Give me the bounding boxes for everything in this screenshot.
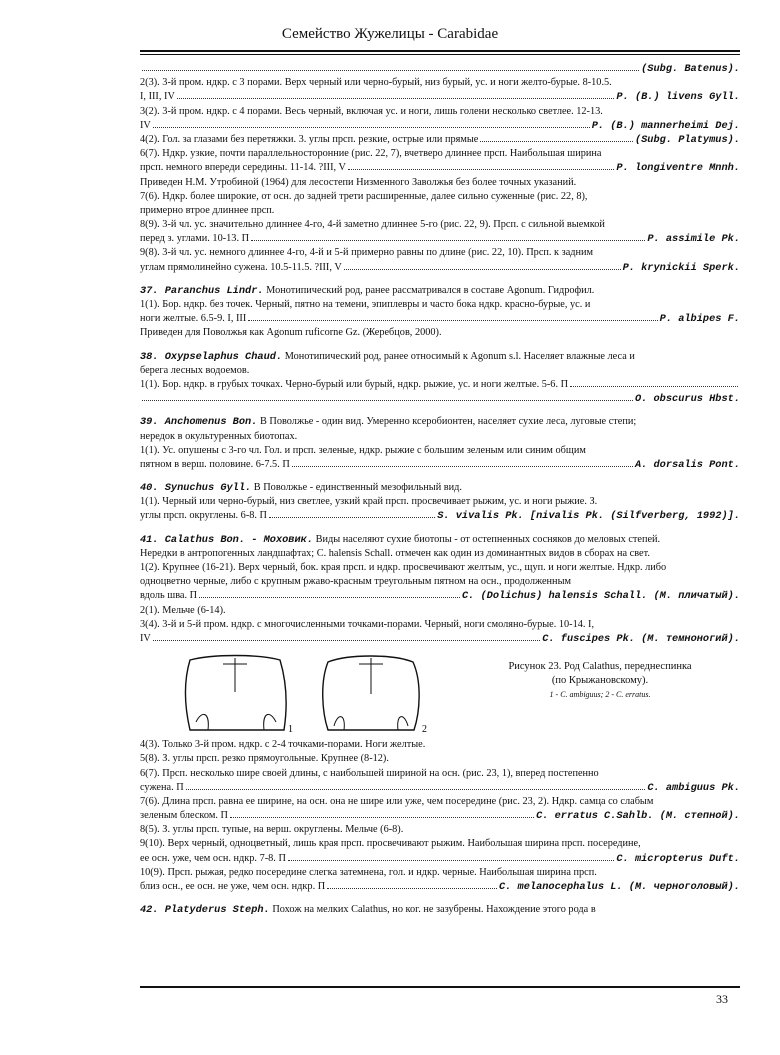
text-line — [140, 261, 740, 275]
text-line — [140, 837, 740, 851]
genus-heading: 37. Paranchus Lindr. — [140, 284, 264, 297]
line-text: Похож на мелких Calathus, но ког. не зазубрены. Нахождение этого рода в — [269, 904, 596, 916]
genus-heading: 40. Synuchus Gyll. — [140, 482, 252, 495]
line-text: 3(2). 3-й пром. ндкр. с 4 порами. Весь черный, включая ус. и ноги, лишь голени несколько светлее. 12-13. — [140, 105, 603, 117]
header-rule-thin — [140, 54, 740, 55]
text-line — [140, 190, 740, 204]
text-line — [140, 823, 740, 837]
dot-leader — [230, 817, 534, 818]
line-text: Виды населяют сухие биотопы - от остепненных сосняков до меловых степей. — [313, 533, 661, 545]
figure-caption — [485, 660, 715, 702]
dot-leader — [186, 789, 646, 790]
line-text: 1(1). Ус. опушены с 3-го чл. Гол. и прсп. зеленые, ндкр. рыжие с большим зеленым или синим общим — [140, 444, 586, 456]
text-line — [140, 105, 740, 119]
text-line — [140, 561, 740, 575]
line-text: одноцветно черные, либо с крупным ржаво-красным треугольным пятном на осн., продолженным — [140, 576, 572, 588]
line-text: ноги желтые. 6.5-9. I, III — [140, 313, 247, 325]
figure-caption-sub: 1 - C. ambiguus; 2 - C. erratus. — [549, 690, 651, 700]
dot-leader — [248, 320, 657, 321]
text-line — [140, 298, 740, 312]
line-text: ее осн. уже, чем осн. ндкр. 7-8. П — [140, 852, 286, 864]
dot-leader — [177, 98, 615, 99]
dot-leader — [480, 141, 633, 142]
dot-leader — [327, 888, 497, 889]
line-text: 1(1). Бор. ндкр. в грубых точках. Черно-бурый или бурый, ндкр. рыжие, ус. и ноги желтые. 5-6. П — [140, 378, 569, 390]
line-text: Нередки в антропогенных ландшафтах; C. halensis Schall. отмечен как один из доминантных видов в сборах на свет. — [140, 547, 650, 559]
line-text: 8(5). З. углы прсп. тупые, на верш. округлены. Мельче (6-8). — [140, 824, 404, 836]
text-line — [140, 204, 740, 218]
dot-leader — [344, 269, 621, 270]
line-text: пятном в верш. половине. 6-7.5. П — [140, 458, 290, 470]
species-name: P. (B.) livens Gyll. — [616, 91, 740, 104]
line-text: 8(9). 3-й чл. ус. значительно длиннее 4-го, 4-й заметно длиннее 5-го (рис. 22, 9). Прсп. с сильной выемкой — [140, 219, 605, 231]
text-line — [140, 458, 740, 472]
text-line — [140, 495, 740, 509]
text-line — [140, 795, 740, 809]
species-name: (Subg. Batenus). — [641, 63, 740, 75]
dot-leader — [570, 386, 738, 387]
text-line — [140, 415, 740, 429]
text-line — [140, 809, 740, 823]
figure-caption-line2: (по Крыжановскому). — [551, 675, 649, 687]
line-text: 1(1). Черный или черно-бурый, низ светлее, узкий край прсп. просвечивает рыжим, ус. и ноги рыжие. З. — [140, 496, 598, 508]
line-text: В Поволжье - единственный мезофильный вид. — [251, 482, 462, 494]
figure-23 — [140, 652, 740, 736]
text-line — [140, 364, 740, 378]
line-text: IV — [140, 632, 151, 644]
page-number: 33 — [716, 992, 728, 1006]
genus-heading: 42. Platyderus Steph. — [140, 904, 270, 917]
text-line — [140, 852, 740, 866]
running-header: Семейство Жужелицы - Carabidae — [281, 26, 499, 42]
text-line — [140, 752, 740, 766]
species-name: C. erratus C.Sahlb. (M. степной). — [536, 810, 740, 823]
figure-label-1: 1 — [288, 724, 293, 736]
pronotum-drawings — [168, 652, 468, 736]
text-line — [140, 176, 740, 190]
line-text: 1(2). Крупнее (16-21). Верх черный, бок. края прсп. и ндкр. просвечивают желтым, ус., щуп. и ноги желтые. Ндкр. либо — [140, 562, 667, 573]
dot-leader — [199, 597, 460, 598]
text-line — [140, 738, 740, 752]
text-line — [140, 284, 740, 298]
line-text: 4(3). Только 3-й пром. ндкр. с 2-4 точками-порами. Ноги желтые. — [140, 739, 426, 751]
line-text: перед з. углами. 10-13. П — [140, 233, 250, 245]
species-name: A. dorsalis Pont. — [634, 458, 740, 471]
text-line — [140, 767, 740, 781]
line-text: 9(10). Верх черный, одноцветный, лишь края прсп. просвечивают рыжим. Наибольшая ширина прсп. посередине, — [140, 838, 641, 850]
text-line — [140, 326, 740, 340]
line-text: Монотипический род, ранее относимый к Agonum s.l. Населяет влажные леса и — [282, 350, 635, 362]
line-text: прсп. немного впереди середины. 11-14. ?III, V — [140, 162, 346, 174]
species-name: P. krynickii Sperk. — [622, 261, 740, 274]
text-line — [140, 575, 740, 589]
species-name: C. melanocephalus L. (M. черноголовый). — [499, 881, 740, 893]
line-text: 2(3). 3-й пром. ндкр. с 3 порами. Верх черный или черно-бурый, низ бурый, ус. и ноги желто-бурые. 8-10.5. — [140, 77, 612, 89]
line-text: В Поволжье - один вид. Умеренно ксеробионтен, населяет сухие леса, луговые степи; — [257, 416, 637, 428]
text-line — [140, 604, 740, 618]
genus-heading: 41. Calathus Bon. - Моховик. — [140, 533, 314, 546]
text-line — [140, 430, 740, 444]
dot-leader — [348, 169, 615, 170]
dot-leader — [142, 70, 639, 71]
dot-leader — [288, 860, 615, 861]
page-body — [140, 62, 740, 917]
dot-leader — [251, 240, 645, 241]
text-line — [140, 444, 740, 458]
key-text-block-1 — [140, 62, 740, 646]
line-text: 5(8). З. углы прсп. резко прямоугольные. Крупнее (8-12). — [140, 753, 389, 765]
header-rule — [140, 50, 740, 52]
dot-leader — [292, 466, 633, 467]
key-text-block-2 — [140, 738, 740, 917]
line-text: 9(8). 3-й чл. ус. немного длиннее 4-го, 4-й и 5-й примерно равны по длине (рис. 22, 10). Прсп. к задним — [140, 247, 594, 259]
figure-caption-line1: Рисунок 23. Род Calathus, переднеспинка — [508, 661, 692, 673]
line-text: Приведен для Поволжья как Agonum ruficorne Gz. (Жеребцов, 2000). — [140, 327, 442, 339]
text-line — [140, 533, 740, 547]
line-text: 2(1). Мельче (6-14). — [140, 604, 226, 616]
species-name: P. (B.) mannerheimi Dej. — [591, 119, 740, 132]
species-name: C. fuscipes Pk. (M. темноногий). — [542, 632, 740, 645]
line-text: близ осн., ее осн. не уже, чем осн. ндкр. П — [140, 881, 326, 892]
text-line — [140, 378, 740, 392]
text-line — [140, 147, 740, 161]
text-line — [140, 62, 740, 76]
line-text: берега лесных водоемов. — [140, 364, 250, 376]
text-line — [140, 903, 740, 917]
line-text: Приведен Н.М. Утробиной (1964) для лесостепи Низменного Заволжья без более точных указаний. — [140, 176, 577, 188]
text-line — [140, 232, 740, 246]
line-text: 6(7). Ндкр. узкие, почти параллельносторонние (рис. 22, 7), вчетверо длиннее прсп. Наибольшая ширина — [140, 148, 602, 160]
text-line — [140, 312, 740, 326]
dot-leader — [153, 640, 540, 641]
text-line — [140, 547, 740, 561]
dot-leader — [142, 400, 633, 401]
line-text: зеленым блеском. П — [140, 810, 228, 822]
species-name: P. longiventre Mnnh. — [616, 162, 740, 175]
species-name: (Subg. Platymus). — [634, 133, 740, 146]
line-text: Монотипический род, ранее рассматривался в составе Agonum. Гидрофил. — [263, 284, 595, 296]
text-line — [140, 880, 740, 894]
text-line — [140, 589, 740, 603]
text-line — [140, 481, 740, 495]
line-text: углам прямолинейно сужена. 10.5-11.5. ?III, V — [140, 261, 342, 273]
text-line — [140, 618, 740, 632]
text-line — [140, 392, 740, 406]
text-line — [140, 90, 740, 104]
line-text: 10(9). Прсп. рыжая, редко посередине слегка затемнена, гол. и ндкр. черные. Наибольшая ширина прсп. — [140, 866, 597, 878]
line-text: 6(7). Прсп. несколько шире своей длины, с наибольшей шириной на осн. (рис. 23, 1), вперед постепенно — [140, 767, 599, 779]
line-text: вдоль шва. П — [140, 590, 198, 602]
line-text: примерно втрое длиннее прсп. — [140, 204, 275, 216]
text-line — [140, 119, 740, 133]
text-line — [140, 133, 740, 147]
species-name: C. micropterus Duft. — [616, 852, 740, 865]
figure-label-2: 2 — [422, 724, 427, 736]
species-name: C. ambiguus Pk. — [647, 781, 740, 794]
text-line — [140, 632, 740, 646]
dot-leader — [153, 127, 590, 128]
footer-rule — [140, 986, 740, 988]
species-name: C. (Dolichus) halensis Schall. (M. пличатый). — [461, 590, 740, 603]
species-name: P. albipes F. — [659, 313, 740, 326]
genus-heading: 38. Oxypselaphus Chaud. — [140, 350, 283, 363]
text-line — [140, 866, 740, 880]
line-text: I, III, IV — [140, 91, 175, 103]
line-text: IV — [140, 119, 151, 131]
line-text: 1(1). Бор. ндкр. без точек. Черный, пятно на темени, эпиплевры и часто бока ндкр. красно-бурые, ус. и — [140, 299, 591, 310]
text-line — [140, 509, 740, 523]
line-text: углы прсп. округлены. 6-8. П — [140, 510, 267, 522]
species-name: O. obscurus Hbst. — [634, 393, 740, 406]
line-text: нередок в окультуренных биотопах. — [140, 430, 298, 442]
text-line — [140, 350, 740, 364]
text-line — [140, 161, 740, 175]
text-line — [140, 246, 740, 260]
line-text: сужена. П — [140, 781, 184, 793]
line-text: 3(4). 3-й и 5-й пром. ндкр. с многочисленными точками-порами. Черный, ноги смоляно-бурые. 10-14. I, — [140, 618, 595, 630]
species-name: S. vivalis Pk. [nivalis Pk. (Silfverberg, 1992)]. — [437, 510, 740, 523]
text-line — [140, 76, 740, 90]
line-text: 4(2). Гол. за глазами без перетяжки. 3. углы прсп. резкие, острые или прямые — [140, 133, 479, 145]
dot-leader — [269, 517, 435, 518]
line-text: 7(6). Длина прсп. равна ее ширине, на осн. она не шире или уже, чем посередине (рис. 23, 2). Ндкр. самца со слабым — [140, 795, 654, 807]
genus-heading: 39. Anchomenus Bon. — [140, 416, 258, 429]
text-line — [140, 781, 740, 795]
text-line — [140, 218, 740, 232]
species-name: P. assimile Pk. — [647, 233, 740, 246]
line-text: 7(6). Ндкр. более широкие, от осн. до задней трети расширенные, далее сильно суженные (рис. 22, 8), — [140, 190, 588, 202]
